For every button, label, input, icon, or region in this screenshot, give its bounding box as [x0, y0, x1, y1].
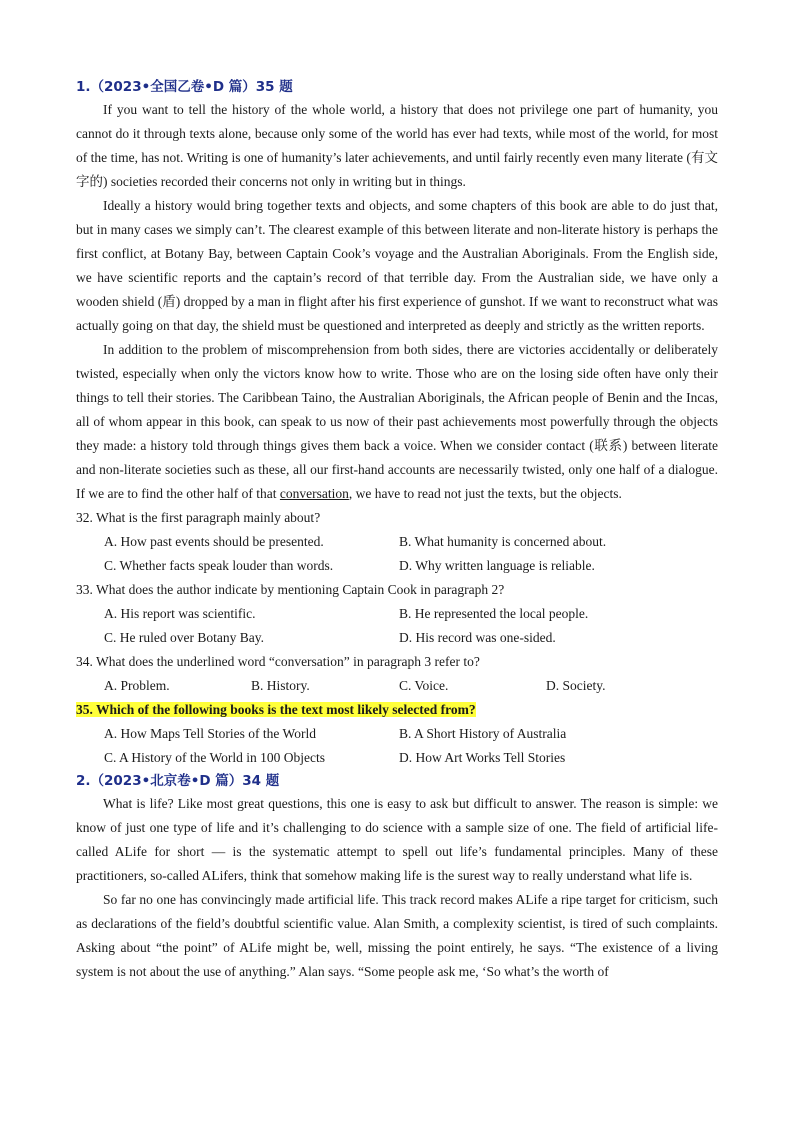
section-2-paragraph-2: So far no one has convincingly made artificial life. This track record makes ALife a ripe target for criticism, such as declarations of the field’s doubtful scientific value. Alan Smith, a complexity scientist, is tired of such complaints. Asking about “the point” of ALife might be, well, missing the point entirely, he says. “The existence of a living system is not about the use of anything.” Alan says. “Some people ask me, ‘So what’s the worth of: [76, 892, 718, 979]
question-35-option-b: B. A Short History of Australia: [399, 726, 567, 741]
question-33-stem: 33. What does the author indicate by mentioning Captain Cook in paragraph 2?: [76, 582, 505, 597]
section-1-paragraph-1: If you want to tell the history of the whole world, a history that does not privilege one part of humanity, you cannot do it through texts alone, because only some of the world has ever had texts, while most of the world, for most of the time, has not. Writing is one of humanity’s later achievements, and until fairly recently even many literate (有文字的) societies recorded their concerns not only in writing but in things.: [76, 102, 718, 189]
question-35-option-d: D. How Art Works Tell Stories: [399, 750, 566, 765]
paragraph-3-text-end: , we have to read not just the texts, but the objects.: [348, 486, 622, 501]
question-35-options-row-2: [76, 746, 718, 770]
question-32-options-row-2: [76, 554, 718, 578]
question-34-option-d: D. Society.: [546, 678, 606, 693]
question-32-option-b: B. What humanity is concerned about.: [399, 534, 607, 549]
question-33-options-row-1: [76, 602, 718, 626]
question-32-option-c: C. Whether facts speak louder than words.: [104, 558, 334, 573]
paragraph-3-text: In addition to the problem of miscomprehension from both sides, there are victories accidentally or deliberately twisted, especially when only the victors know how to write. Those who are on the losing side often have only their things to tell their stories. The Caribbean Taino, the Australian Aboriginals, the African people of Benin and the Incas, all of whom appear in this book, can speak to us now of their past achievements most powerfully through the objects they made: a history told through things gives them back a voice. When we consider contact (联系) between literate and non-literate societies such as these, all our first-hand accounts are necessarily twisted, only one half of a dialogue. If we are to find the other half of that: [76, 342, 718, 501]
question-35-option-a: A. How Maps Tell Stories of the World: [104, 726, 316, 741]
question-35-stem: [76, 698, 718, 722]
question-33-option-a: A. His report was scientific.: [104, 606, 256, 621]
section-2-heading: 2.（2023•北京卷•D 篇）34 题: [76, 773, 280, 789]
question-34-option-c: C. Voice.: [399, 678, 449, 693]
question-32-options-row-1: [76, 530, 718, 554]
question-34-options-row: [76, 674, 718, 698]
question-32-option-d: D. Why written language is reliable.: [399, 558, 595, 573]
section-1-paragraph-3: [76, 338, 718, 506]
underlined-word-conversation: conversation: [279, 486, 349, 501]
section-1-heading: 1.（2023•全国乙卷•D 篇）35 题: [76, 79, 293, 95]
document-page: [76, 76, 718, 984]
question-32-stem: 32. What is the first paragraph mainly about?: [76, 510, 321, 525]
question-34-option-a: A. Problem.: [104, 678, 170, 693]
section-2-paragraph-1: What is life? Like most great questions, this one is easy to ask but difficult to answer. The reason is simple: we know of just one type of life and it’s challenging to do science with a sample size of one. The field of artificial life-called ALife for short — is the systematic attempt to spell out life’s fundamental principles. Many of these practitioners, so-called ALifers, think that somehow making life is the surest way to really understand what life is.: [76, 796, 718, 883]
question-34-option-b: B. History.: [251, 678, 310, 693]
question-32-option-a: A. How past events should be presented.: [104, 534, 324, 549]
section-1-paragraph-2: Ideally a history would bring together texts and objects, and some chapters of this book are able to do just that, but in many cases we simply can’t. The clearest example of this between literate and non-literate history is perhaps the first conflict, at Botany Bay, between Captain Cook’s voyage and the Australian Aboriginals. From the English side, we have scientific reports and the captain’s record of that terrible day. From the Australian side, we have only a wooden shield (盾) dropped by a man in flight after his first experience of gunshot. If we want to reconstruct what was actually going on that day, the shield must be questioned and interpreted as deeply and strictly as the written reports.: [76, 198, 718, 333]
highlighted-question-text: 35. Which of the following books is the text most likely selected from?: [76, 702, 476, 717]
question-34-stem: 34. What does the underlined word “conversation” in paragraph 3 refer to?: [76, 654, 480, 669]
question-33-option-d: D. His record was one-sided.: [399, 630, 556, 645]
question-33-option-c: C. He ruled over Botany Bay.: [104, 630, 264, 645]
question-35-options-row-1: [76, 722, 718, 746]
question-33-options-row-2: [76, 626, 718, 650]
question-33-option-b: B. He represented the local people.: [399, 606, 589, 621]
question-35-option-c: C. A History of the World in 100 Objects: [104, 750, 326, 765]
